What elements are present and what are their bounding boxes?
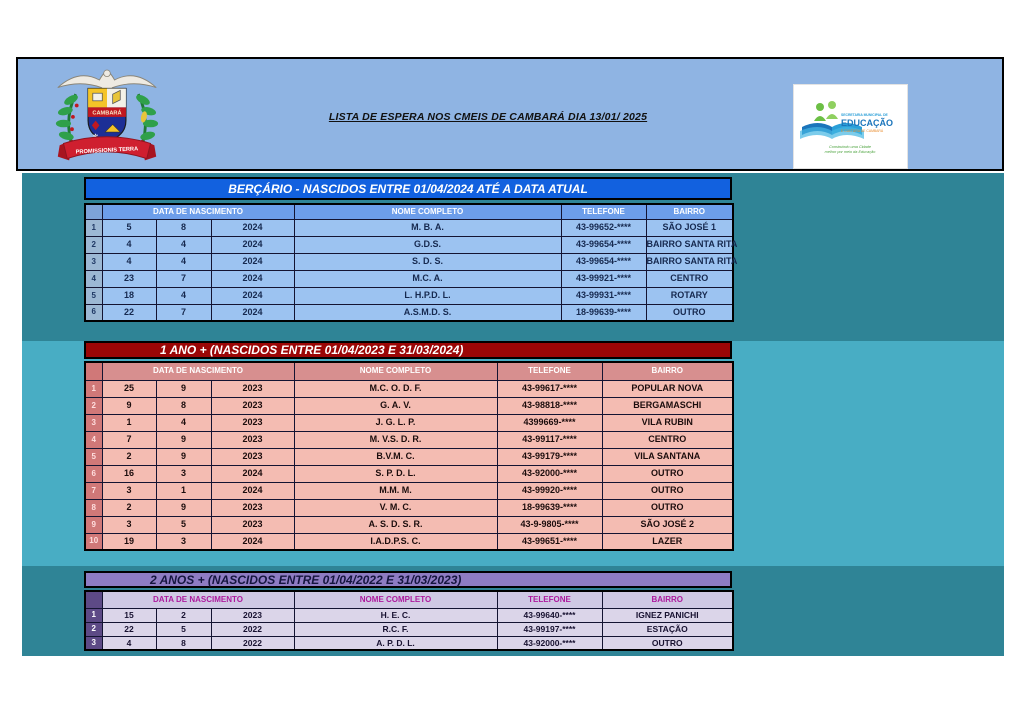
data-cell: VILA RUBIN — [602, 414, 733, 431]
data-cell: 43-99654-**** — [561, 253, 646, 270]
crest-shield-label: CAMBARÁ — [92, 110, 122, 117]
row-number-cell: 3 — [85, 636, 102, 650]
data-cell: 2024 — [211, 482, 294, 499]
data-cell: 43-99640-**** — [497, 608, 602, 622]
column-header-district: BAIRRO — [646, 204, 733, 219]
table-row — [85, 448, 733, 465]
data-cell: A. S. D. S. R. — [294, 516, 497, 533]
column-header-birthdate: DATA DE NASCIMENTO — [102, 362, 294, 380]
table-row — [85, 431, 733, 448]
row-number-cell: 2 — [85, 236, 102, 253]
data-cell: BAIRRO SANTA RITA — [646, 253, 733, 270]
data-cell: 43-99197-**** — [497, 622, 602, 636]
data-cell: 2023 — [211, 608, 294, 622]
data-cell: 43-99920-**** — [497, 482, 602, 499]
column-header-birthdate: DATA DE NASCIMENTO — [102, 204, 294, 219]
edu-logo-line3: E CULTURA DE CAMBARÁ — [841, 129, 884, 133]
table-row — [85, 622, 733, 636]
data-cell: 23 — [102, 270, 156, 287]
data-cell: 4 — [156, 253, 211, 270]
data-cell: 2 — [102, 448, 156, 465]
row-number-cell: 1 — [85, 380, 102, 397]
table-row — [85, 608, 733, 622]
column-header-name: NOME COMPLETO — [294, 591, 497, 608]
data-cell: 18 — [102, 287, 156, 304]
data-cell: OUTRO — [602, 482, 733, 499]
data-cell: 9 — [156, 380, 211, 397]
data-cell: 18-99639-**** — [497, 499, 602, 516]
data-cell: SÃO JOSÉ 1 — [646, 219, 733, 236]
data-cell: SÃO JOSÉ 2 — [602, 516, 733, 533]
table-row — [85, 636, 733, 650]
header-banner — [16, 57, 1004, 171]
data-cell: 8 — [156, 219, 211, 236]
data-cell: 43-99651-**** — [497, 533, 602, 550]
data-cell: 22 — [102, 304, 156, 321]
data-cell: 2024 — [211, 236, 294, 253]
data-cell: 4 — [156, 414, 211, 431]
column-header-district: BAIRRO — [602, 591, 733, 608]
data-cell: 25 — [102, 380, 156, 397]
column-header-name: NOME COMPLETO — [294, 204, 561, 219]
row-number-cell: 1 — [85, 219, 102, 236]
row-number-cell: 2 — [85, 397, 102, 414]
data-cell: ESTAÇÃO — [602, 622, 733, 636]
data-cell: M.C. A. — [294, 270, 561, 287]
data-cell: OUTRO — [602, 499, 733, 516]
data-cell: M.C. O. D. F. — [294, 380, 497, 397]
data-cell: V. M. C. — [294, 499, 497, 516]
data-cell: 5 — [156, 622, 211, 636]
data-cell: BERGAMASCHI — [602, 397, 733, 414]
row-number-cell: 3 — [85, 253, 102, 270]
header-row — [85, 204, 733, 219]
data-cell: 43-99931-**** — [561, 287, 646, 304]
data-cell: M. V.S. D. R. — [294, 431, 497, 448]
table-row — [85, 482, 733, 499]
table-title-1ano: 1 ANO + (NASCIDOS ENTRE 01/04/2023 E 31/03/2024) — [84, 341, 732, 359]
column-header-birthdate: DATA DE NASCIMENTO — [102, 591, 294, 608]
table-row — [85, 287, 733, 304]
row-number-cell: 1 — [85, 608, 102, 622]
data-cell: 43-92000-**** — [497, 636, 602, 650]
table-section-2anos — [84, 571, 732, 651]
data-cell: 2022 — [211, 636, 294, 650]
data-cell: 9 — [102, 397, 156, 414]
data-cell: OUTRO — [602, 636, 733, 650]
header-row — [85, 591, 733, 608]
data-cell: OUTRO — [646, 304, 733, 321]
data-cell: S. D. S. — [294, 253, 561, 270]
data-cell: 22 — [102, 622, 156, 636]
data-cell: R.C. F. — [294, 622, 497, 636]
data-cell: 43-99654-**** — [561, 236, 646, 253]
data-cell: POPULAR NOVA — [602, 380, 733, 397]
cambara-coat-of-arms-icon — [44, 62, 170, 168]
table-row — [85, 499, 733, 516]
1ano-table — [84, 361, 734, 551]
data-cell: 2024 — [211, 270, 294, 287]
data-cell: 2023 — [211, 380, 294, 397]
bercario-table — [84, 203, 738, 322]
data-cell: 4 — [102, 236, 156, 253]
data-cell: 4 — [102, 636, 156, 650]
data-cell: 7 — [156, 304, 211, 321]
data-cell: H. E. C. — [294, 608, 497, 622]
data-cell: 43-98818-**** — [497, 397, 602, 414]
data-cell: 7 — [156, 270, 211, 287]
data-cell: 9 — [156, 499, 211, 516]
data-cell: 2023 — [211, 414, 294, 431]
data-cell: BAIRRO SANTA RITA — [646, 236, 733, 253]
data-cell: I.A.D.P.S. C. — [294, 533, 497, 550]
data-cell: CENTRO — [646, 270, 733, 287]
table-row — [85, 236, 733, 253]
data-cell: S. P. D. L. — [294, 465, 497, 482]
data-cell: 2024 — [211, 533, 294, 550]
data-cell: 3 — [156, 465, 211, 482]
table-section-1ano — [84, 341, 732, 551]
row-number-cell: 7 — [85, 482, 102, 499]
data-cell: G. A. V. — [294, 397, 497, 414]
data-cell: 2024 — [211, 219, 294, 236]
table-section-bercario — [84, 177, 738, 322]
table-row — [85, 253, 733, 270]
table-row — [85, 533, 733, 550]
data-cell: 5 — [102, 219, 156, 236]
table-title-bercario: BERÇÁRIO - NASCIDOS ENTRE 01/04/2024 ATÉ A DATA ATUAL — [84, 177, 732, 200]
row-number-cell: 5 — [85, 287, 102, 304]
column-header-num — [85, 591, 102, 608]
data-cell: ROTARY — [646, 287, 733, 304]
data-cell: G.D.S. — [294, 236, 561, 253]
data-cell: 16 — [102, 465, 156, 482]
data-cell: VILA SANTANA — [602, 448, 733, 465]
data-cell: IGNEZ PANICHI — [602, 608, 733, 622]
data-cell: 3 — [102, 482, 156, 499]
data-cell: 18-99639-**** — [561, 304, 646, 321]
table-row — [85, 465, 733, 482]
data-cell: 2023 — [211, 516, 294, 533]
edu-logo-line2: EDUCAÇÃO — [841, 118, 894, 128]
page-title: LISTA DE ESPERA NOS CMEIS DE CAMBARÁ DIA 13/01/ 2025 — [328, 111, 648, 123]
data-cell: 2023 — [211, 397, 294, 414]
edu-logo-line1: SECRETARIA MUNICIPAL DE — [841, 113, 888, 117]
data-cell: 5 — [156, 516, 211, 533]
data-cell: M.M. M. — [294, 482, 497, 499]
data-cell: 19 — [102, 533, 156, 550]
data-cell: 9 — [156, 431, 211, 448]
row-number-cell: 4 — [85, 270, 102, 287]
crest-motto: PROMISSIONIS TERRA — [75, 146, 139, 156]
data-cell: 8 — [156, 636, 211, 650]
data-cell: 2024 — [211, 253, 294, 270]
data-cell: M. B. A. — [294, 219, 561, 236]
data-cell: 9 — [156, 448, 211, 465]
data-cell: 2024 — [211, 465, 294, 482]
data-cell: 43-99652-**** — [561, 219, 646, 236]
data-cell: 1 — [102, 414, 156, 431]
column-header-name: NOME COMPLETO — [294, 362, 497, 380]
table-row — [85, 414, 733, 431]
column-header-phone: TELEFONE — [561, 204, 646, 219]
data-cell: 43-92000-**** — [497, 465, 602, 482]
edu-logo-tagline1: Construindo uma Cidade — [828, 145, 872, 149]
edu-logo-tagline2: melhor por meio da Educação — [824, 150, 876, 154]
data-cell: 2023 — [211, 448, 294, 465]
data-cell: 2023 — [211, 499, 294, 516]
table-title-2anos: 2 ANOS + (NASCIDOS ENTRE 01/04/2022 E 31/03/2023) — [84, 571, 732, 588]
column-header-phone: TELEFONE — [497, 362, 602, 380]
data-cell: 15 — [102, 608, 156, 622]
row-number-cell: 10 — [85, 533, 102, 550]
data-cell: 2024 — [211, 304, 294, 321]
data-cell: 43-99179-**** — [497, 448, 602, 465]
data-cell: L. H.P.D. L. — [294, 287, 561, 304]
data-cell: A.S.M.D. S. — [294, 304, 561, 321]
2anos-table — [84, 590, 734, 651]
table-row — [85, 270, 733, 287]
row-number-cell: 6 — [85, 465, 102, 482]
data-cell: 7 — [102, 431, 156, 448]
data-cell: 2023 — [211, 431, 294, 448]
data-cell: 43-99921-**** — [561, 270, 646, 287]
column-header-num — [85, 362, 102, 380]
column-header-phone: TELEFONE — [497, 591, 602, 608]
data-cell: 43-9-9805-**** — [497, 516, 602, 533]
data-cell: OUTRO — [602, 465, 733, 482]
data-cell: B.V.M. C. — [294, 448, 497, 465]
row-number-cell: 6 — [85, 304, 102, 321]
data-cell: 4 — [156, 236, 211, 253]
data-cell: 4399669-**** — [497, 414, 602, 431]
column-header-district: BAIRRO — [602, 362, 733, 380]
data-cell: LAZER — [602, 533, 733, 550]
data-cell: 4 — [156, 287, 211, 304]
row-number-cell: 2 — [85, 622, 102, 636]
data-cell: A. P. D. L. — [294, 636, 497, 650]
row-number-cell: 4 — [85, 431, 102, 448]
table-row — [85, 516, 733, 533]
table-row — [85, 304, 733, 321]
data-cell: 2022 — [211, 622, 294, 636]
data-cell: 8 — [156, 397, 211, 414]
row-number-cell: 8 — [85, 499, 102, 516]
data-cell: 4 — [102, 253, 156, 270]
table-row — [85, 219, 733, 236]
data-cell: 43-99617-**** — [497, 380, 602, 397]
row-number-cell: 5 — [85, 448, 102, 465]
education-secretariat-logo — [794, 85, 907, 168]
row-number-cell: 9 — [85, 516, 102, 533]
row-number-cell: 3 — [85, 414, 102, 431]
data-cell: 2 — [102, 499, 156, 516]
data-cell: 43-99117-**** — [497, 431, 602, 448]
table-row — [85, 397, 733, 414]
column-header-num — [85, 204, 102, 219]
data-cell: 2 — [156, 608, 211, 622]
data-cell: J. G. L. P. — [294, 414, 497, 431]
data-cell: 3 — [102, 516, 156, 533]
data-cell: CENTRO — [602, 431, 733, 448]
data-cell: 3 — [156, 533, 211, 550]
data-cell: 2024 — [211, 287, 294, 304]
header-row — [85, 362, 733, 380]
data-cell: 1 — [156, 482, 211, 499]
table-row — [85, 380, 733, 397]
